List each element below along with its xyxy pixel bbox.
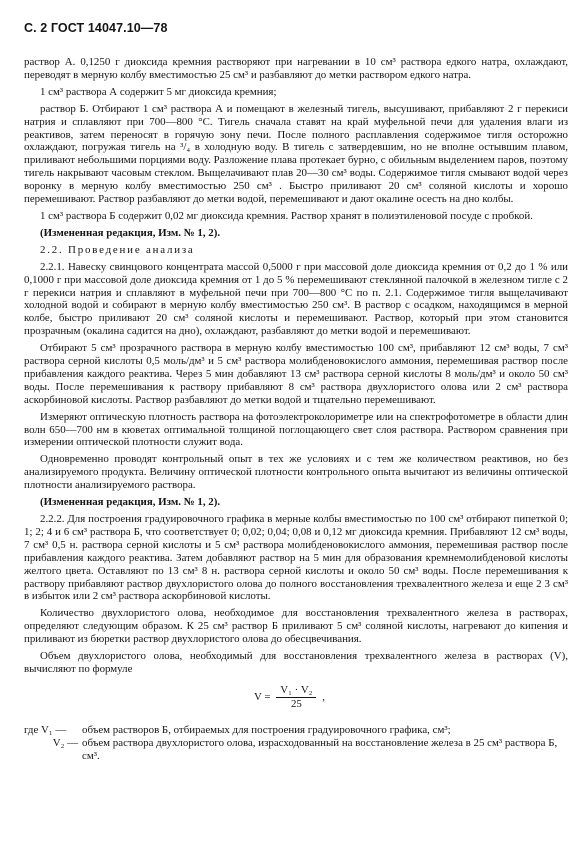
formula-tail: , <box>322 690 325 703</box>
formula <box>24 684 568 714</box>
formula-fraction <box>276 684 316 711</box>
formula-denominator: 25 <box>290 697 302 710</box>
revision-note: (Измененная редакция, Изм. № 1, 2). <box>40 226 221 239</box>
paragraph-solution-a-content: 1 см³ раствора А содержит 5 мг диоксида кремния; <box>40 85 277 98</box>
definition-desc: объем раствора двухлористого олова, израсходованный на восстановление железа в 25 см³ раствора Б, см³. <box>82 736 558 762</box>
paragraph-solution-b: раствор Б. Отбирают 1 см³ раствора А и помещают в железный тигель, высушивают, прибавляют 2 г перекиси натрия и сплавляют при 700—800 °С. Тигель сначала ставят на край муфельной печи для удаления влаги из реактивов, затем переносят в горячую зону печи. После полного расплавления содержимое тигля осторожно охлаждают, погружая тигель на ³/₄ в холодную воду. В тигель с затвердевшим, но не вполне остывшим плавом, приливают небольшими порциями воду. Разложение плава протекает бурно, с обильным выделением паров, поэтому тигель накрывают часовым стеклом. Выщелачивают плав 20—30 см³ воды. Содержимое тигля смывают водой через воронку в мерную колбу вместимостью 250 см³ . Быстро приливают 20 см³ соляной кислоты и хорошо перемешивают. Раствор разбавляют до метки водой, перемешивают и дают окалине осесть на дно колбы. <box>24 102 568 206</box>
paragraph-solution-b-content: 1 см³ раствора Б содержит 0,02 мг диоксида кремния. Раствор хранят в полиэтиленовой посуде с пробкой. <box>40 209 533 222</box>
section-heading: 2.2. Проведение анализа <box>40 243 195 256</box>
paragraph-tin-amount: Количество двухлористого олова, необходимое для восстановления трехвалентного железа в растворах, определяют следующим образом. К 25 см³ раствор Б приливают 5 см³ соляной кислоты, нагревают до кипения и приливают из бюретки раствор двухлористого олова до обесцвечивания. <box>24 607 568 646</box>
document-body <box>24 56 568 763</box>
paragraph-formula-intro: Объем двухлористого олова, необходимый для восстановления трехвалентного железа в растворах (V), вычисляют по формуле <box>24 650 568 675</box>
paragraph-solution-a: раствор А. 0,1250 г диоксида кремния растворяют при нагревании в 10 см³ раствора едкого натра, охлаждают, переводят в мерную колбу вместимостью 25 см³ и разбавляют до метки раствором едкого натра. <box>24 56 568 81</box>
paragraph-aliquot: Отбирают 5 см³ прозрачного раствора в мерную колбу вместимостью 100 см³, прибавляют 12 см³ воды, 7 см³ раствора серной кислоты 0,5 моль/дм³ и 5 см³ раствора молибденовокислого аммония, перемешивая раствор после прибавления каждого реактива. Через 5 мин добавляют 13 см³ раствора серной кислоты 8 моль/дм³ и около 50 см³ воды. После перемешивания к раствору прибавляют 8 см³ раствора двухлористого олова или 2 см³ раствора аскорбиновой кислоты. Раствор разбавляют до метки водой и тщательно перемешивают. <box>24 342 568 406</box>
definition-v1 <box>24 724 568 737</box>
formula-numerator: V₁ · V₂ <box>276 684 316 698</box>
definition-term: V₂ — <box>52 736 78 749</box>
definition-term: где V₁ — <box>24 723 67 736</box>
revision-note: (Измененная редакция, Изм. № 1, 2). <box>40 496 221 509</box>
page-header: С. 2 ГОСТ 14047.10—78 <box>24 21 168 35</box>
paragraph-measurement: Измеряют оптическую плотность раствора на фотоэлектроколориметре или на спектрофотометре в области длин волн 650—700 нм в кюветах оптимальной толщиной поглощающего свет слоя раствора. Раствором сравнения при измерении оптической плотности служит вода. <box>24 410 568 449</box>
formula-lhs: V = <box>254 690 271 703</box>
paragraph-2-2-2: 2.2.2. Для построения градуировочного графика в мерные колбы вместимостью по 100 см³ отбирают пипеткой 0; 1; 2; 4 и 6 см³ раствора Б, что соответствует 0; 0,02; 0,04; 0,08 и 0,12 мг диоксида кремния. Прибавляют 12 см³ воды, 7 см³ 0,5 н. раствора серной кислоты и 5 см³ раствора молибденовокислого аммония, перемешивая раствор после прибавления каждого реактива. Затем добавляют раствор на 5 мин для образования кремнемолибденовой кислоты желтого цвета. Оставляют по 13 см³ 8 н. раствора серной кислоты и около 50 см³ воды. После перемешивания к раствору прибавляют раствор двухлористого олова до полного восстановления трехвалентного железа и еще 2 3 см³ в избыток или 2 см³ раствора аскорбиновой кислоты. <box>24 513 568 603</box>
paragraph-control: Одновременно проводят контрольный опыт в тех же условиях и с тем же количеством реактивов, но без анализируемого продукта. Величину оптической плотности контрольного опыта вычитают из величины оптической плотности анализируемого раствора. <box>24 453 568 492</box>
definition-desc: объем растворов Б, отбираемых для построения градуировочного графика, см³; <box>82 723 451 736</box>
definition-v2 <box>24 737 568 763</box>
paragraph-2-2-1: 2.2.1. Навеску свинцового концентрата массой 0,5000 г при массовой доле диоксида кремния от 0,2 до 1 % или 0,1000 г при массовой доле диоксида кремния от 1 до 5 % перемешивают стеклянной палочкой в железном тигле с 2 г перекиси натрия и сплавляют в муфельной печи при 700—800 °С по п. 2.1. Содержимое тигля выщелачивают холодной водой и собирают в мерную колбу вместимостью 250 см³. В раствор с осадком, находящимся в мерной колбе, быстро приливают 20 см³ соляной кислоты и перемешивают. Раствор, который при этом становится прозрачным (окалина садится на дно), охлаждают, разбавляют до метки водой и перемешивают. <box>24 260 568 338</box>
